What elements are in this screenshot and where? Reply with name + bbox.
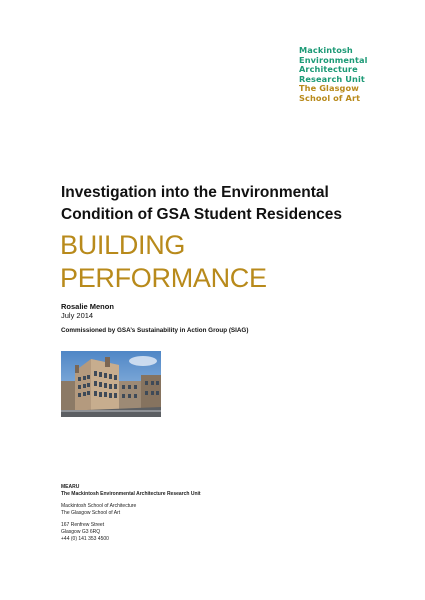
- document-title: [61, 182, 401, 226]
- author-name: Rosalie Menon: [61, 302, 114, 311]
- footer-address-line-4: Glasgow G3 6RQ: [61, 529, 101, 535]
- publication-date: July 2014: [61, 311, 94, 320]
- commission-note: Commissioned by GSA’s Sustainability in Action Group (SIAG): [61, 327, 249, 334]
- heading-line-1: BUILDING: [60, 230, 186, 260]
- logo-line-6: School of Art: [299, 92, 361, 103]
- building-performance-heading: [60, 229, 267, 295]
- logo-line-1: Mackintosh: [299, 45, 353, 55]
- mearu-logo: [299, 46, 409, 103]
- heading-line-2: PERFORMANCE: [60, 263, 267, 293]
- logo-line-2: Environmental: [299, 54, 368, 65]
- building-photo: [61, 351, 161, 417]
- logo-line-5: The Glasgow: [299, 83, 359, 93]
- footer-phone: +44 (0) 141 353 4500: [61, 536, 109, 542]
- footer-unit-name: The Mackintosh Environmental Architecture Research Unit: [61, 491, 201, 497]
- footer-address-line-2: The Glasgow School of Art: [61, 510, 121, 516]
- footer-address-line-3: 167 Renfrew Street: [61, 522, 105, 528]
- footer-address-line-1: Mackintosh School of Architecture: [61, 503, 137, 509]
- footer-contact: [61, 484, 201, 543]
- logo-line-4: Research Unit: [299, 73, 365, 84]
- title-line-1: Investigation into the Environmental: [61, 184, 329, 201]
- building-photo-image: [61, 351, 161, 417]
- title-line-2: Condition of GSA Student Residences: [61, 206, 343, 223]
- logo-line-3: Architecture: [299, 64, 358, 74]
- footer-acronym: MEARU: [61, 484, 80, 490]
